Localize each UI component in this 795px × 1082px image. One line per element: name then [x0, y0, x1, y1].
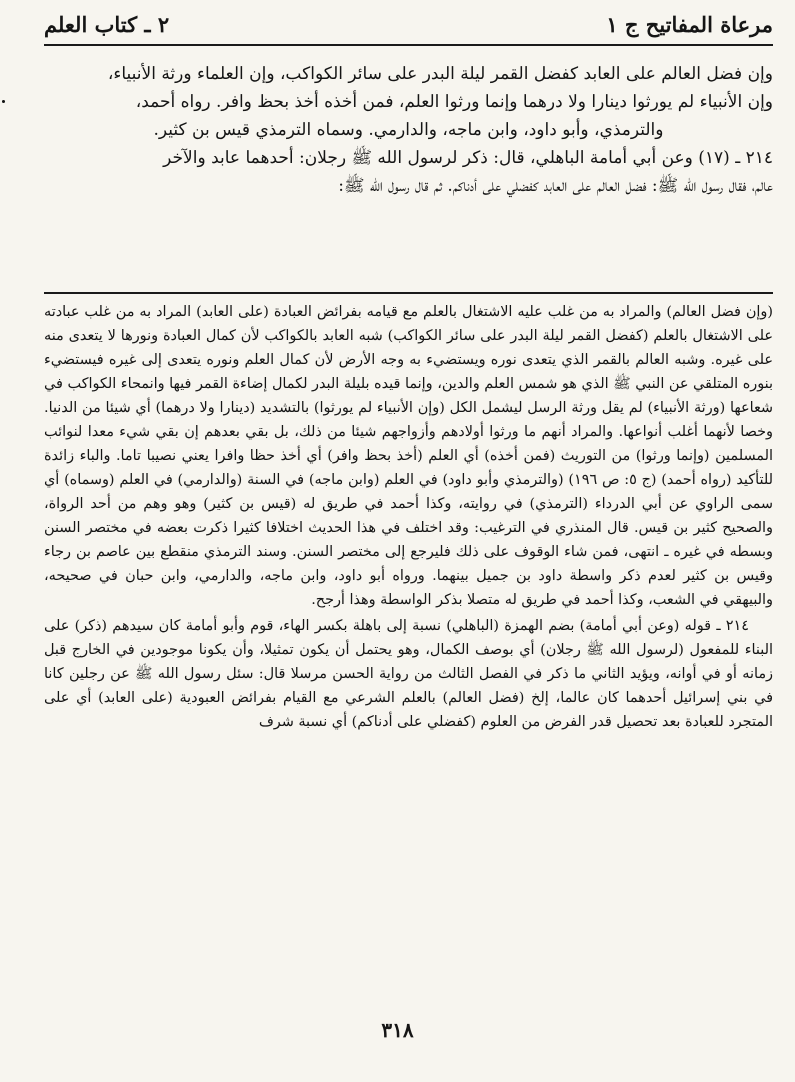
- hadith-line: وإن الأنبياء لم يورثوا دينارا ولا درهما وإنما ورثوا العلم، فمن أخذه أخذ بحظ وافر. رواه أحمد،: [135, 92, 773, 112]
- commentary-paragraph: ٢١٤ ـ قوله (وعن أبي أمامة) بضم الهمزة (الباهلي) نسبة إلى باهلة بكسر الهاء، قوم وأبو أمامة كان سيدهم (ذكر) على البناء للمفعول (لرسول الله ﷺ رجلان) أي بوصف الكمال، وهو يحتمل أن يكون تمثيلا، وأن يكونا موجودين في الخارج قبل زمانه أو في أوانه، ويؤيد الثاني ما ذكر في الفصل الثالث من رواية الحسن مرسلا قال: سئل رسول الله ﷺ عن رجلين كانا في بني إسرائيل أحدهما كان عالما، إلخ (فضل العالم) بالعلم الشرعي مع القيام بفرائض العبودية (على العابد) أي على المتجرد للعبادة بعد تحصيل قدر الفرض من العلوم (كفضلي على أدناكم) أي نسبة شرف: [44, 618, 773, 730]
- book-title: مرعاة المفاتيح ج ١: [606, 11, 773, 37]
- chapter-title: ٢ ـ كتاب العلم: [44, 11, 170, 37]
- commentary-text: [44, 300, 773, 736]
- page-header: [44, 4, 773, 46]
- hadith-line: عالم، فقال رسول الله ﷺ: فضل العالم على العابد كفضلي على أدناكم. ثم قال رسول الله ﷺ:: [338, 176, 773, 196]
- hadith-line: وإن فضل العالم على العابد كفضل القمر ليلة البدر على سائر الكواكب، وإن العلماء ورثة الأنبياء،: [107, 64, 773, 84]
- commentary-paragraph: (وإن فضل العالم) والمراد به من غلب عليه الاشتغال بالعلم مع قيامه بفرائض العبادة (على العابد) المراد به من غلب عبادته على الاشتغال بالعلم (كفضل القمر ليلة البدر على سائر الكواكب) شبه العابد بالكواكب لأن كمال العبادة ونورها لا يتعدى منه على غيره. وشبه العالم بالقمر الذي يتعدى نوره ويستضيء به وجه الأرض لأن كمال العلم ونوره يتعدى إلى غيره فيستضيء بنوره المتلقي عن النبي ﷺ الذي هو شمس العلم والدين، وإنما قيده بليلة البدر لكمال إضاءة القمر فيها وانمحاء الكواكب في شعاعها (ورثة الأنبياء) لم يقل ورثة الرسل ليشمل الكل (وإن الأنبياء لم يورثوا) بالتشديد (دينارا ولا درهما) أي شيئا من الدنيا. وخصا لأنهما أغلب أنواعها. والمراد أنهم ما ورثوا أولادهم وأزواجهم شيئا من ذلك، بل بقي بعدهم إن بقي شيء معدا لنوائب المسلمين (وإنما ورثوا) من التوريث (فمن أخذه) أي العلم (أخذ بحظ وافر) أي أخذ حظا وافرا يعني نصيبا تاما. والباء زائدة للتأكيد (رواه أحمد) (ج ٥: ص ١٩٦) (والترمذي وأبو داود) في العلم (وابن ماجه) في السنة (والدارمي) في العلم (وسماه) أي سمى الراوي عن أبي الدرداء (الترمذي) في روايته، وكذا أحمد في طريق له (قيس بن كثير) وهو وهم من أحد الرواة، والصحيح كثير بن قيس. قال المنذري في الترغيب: وقد اختلف في هذا الحديث اختلافا كثيرا ذكرت بعضه في مختصر السنن وبسطه في غيره ـ انتهى، فمن شاء الوقوف على ذلك فليرجع إلى مختصر السنن. وسند الترمذي منقطع بين عاصم بن رجاء وقيس بن كثير لعدم ذكر واسطة داود بن جميل بينهما. ورواه أبو داود، وابن ماجه، والدارمي، وابن حبان في صحيحه، والبيهقي في الشعب، وكذا أحمد في طريق له متصلا بذكر الواسطة وهذا أرجح.: [44, 304, 773, 608]
- section-divider: [44, 292, 773, 294]
- hadith-text: [44, 60, 773, 200]
- page-number: ٣١٨: [381, 1018, 414, 1042]
- hadith-line: ٢١٤ ـ (١٧) وعن أبي أمامة الباهلي، قال: ذكر لرسول الله ﷺ رجلان: أحدهما عابد والآخر: [163, 148, 773, 168]
- margin-mark: [2, 100, 5, 103]
- hadith-line: والترمذي، وأبو داود، وابن ماجه، والدارمي. وسماه الترمذي قيس بن كثير.: [153, 120, 664, 140]
